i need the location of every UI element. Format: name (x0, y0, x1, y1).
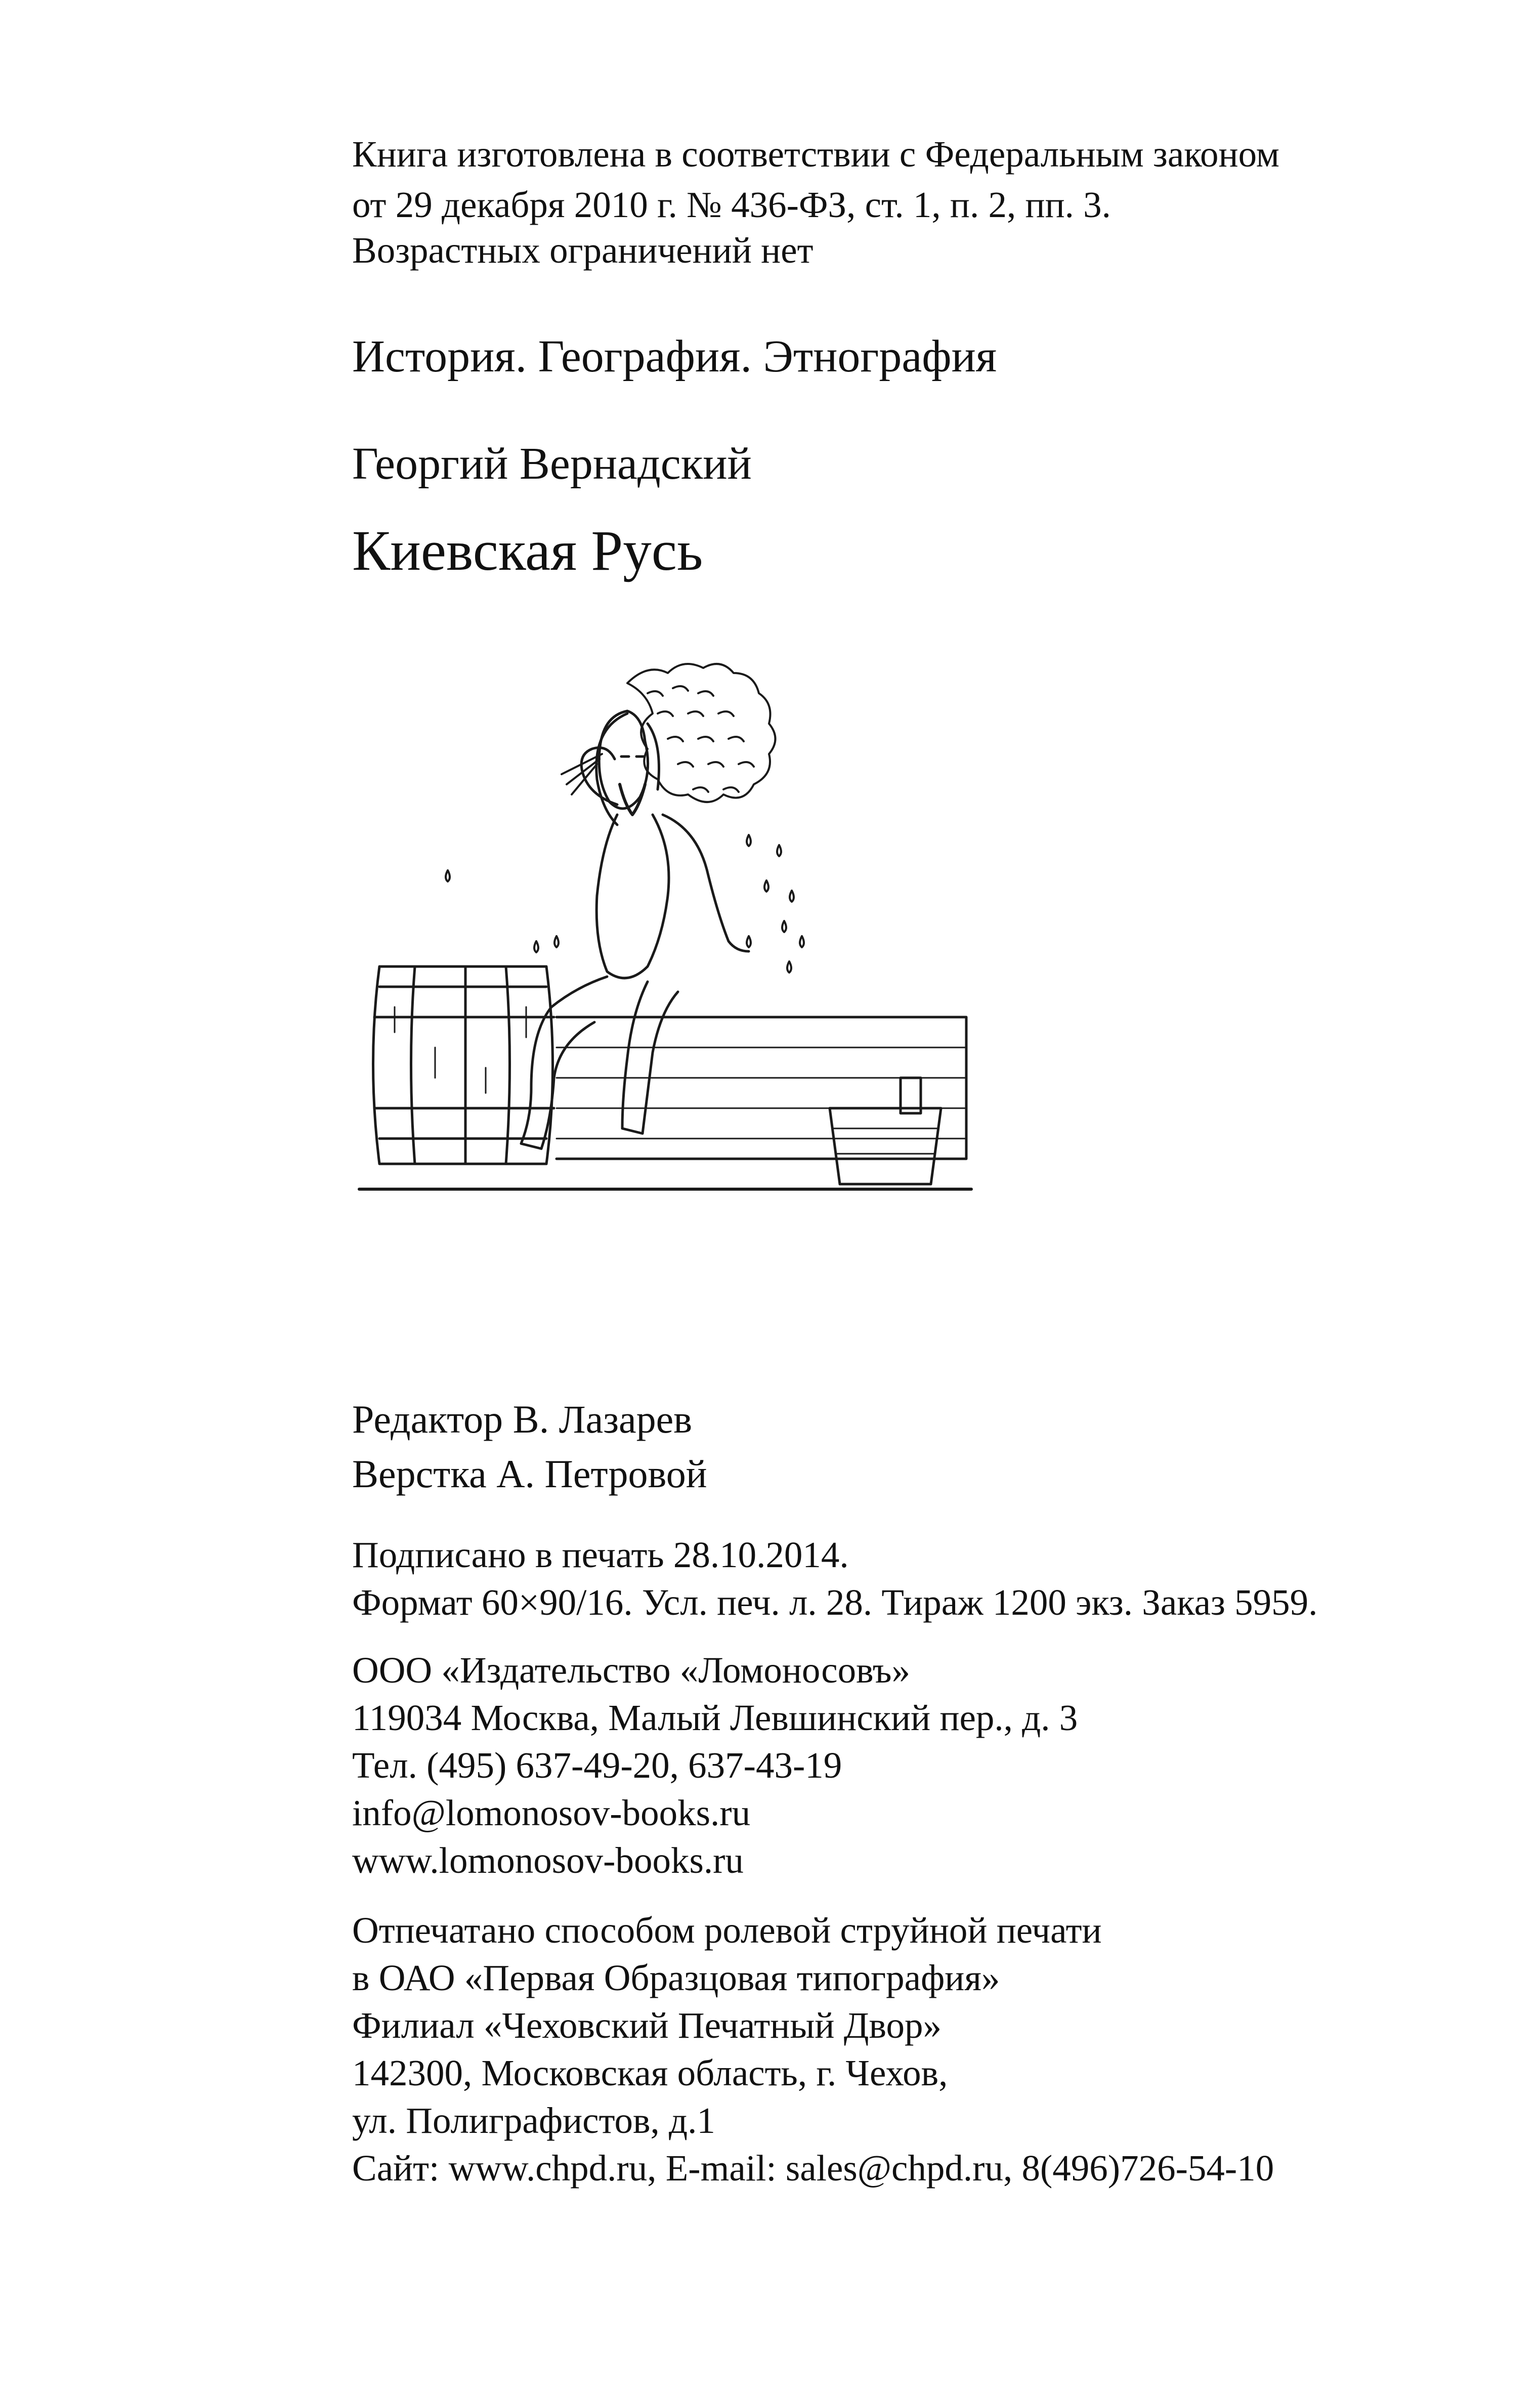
layout-credit: Верстка А. Петровой (352, 1452, 707, 1496)
printer-line-4: 142300, Московская область, г. Чехов, (352, 2052, 948, 2093)
publisher-phone: Тел. (495) 637-49-20, 637-43-19 (352, 1745, 842, 1786)
publisher-name: ООО «Издательство «Ломоносовъ» (352, 1650, 911, 1691)
printer-contacts: Сайт: www.chpd.ru, E-mail: sales@chpd.ru, 8(496)726-54-10 (352, 2148, 1274, 2189)
publisher-address: 119034 Москва, Малый Левшинский пер., д. 3 (352, 1697, 1078, 1738)
publisher-email: info@lomonosov-books.ru (352, 1792, 751, 1833)
torso-icon (596, 815, 669, 978)
bucket-icon (830, 1078, 941, 1184)
printer-line-3: Филиал «Чеховский Печатный Двор» (352, 2005, 942, 2046)
legal-notice-line-1: Книга изготовлена в соответствии с Федеральным законом (352, 134, 1279, 175)
printer-line-5: ул. Полиграфистов, д.1 (352, 2100, 715, 2141)
printer-line-1: Отпечатано способом ролевой струйной печати (352, 1910, 1102, 1951)
man-head-icon (596, 711, 659, 825)
right-leg-icon (622, 982, 678, 1133)
bathhouse-man-illustration-icon (344, 653, 976, 1235)
editor-credit: Редактор В. Лазарев (352, 1397, 693, 1441)
water-drops-icon (446, 835, 804, 973)
left-leg-icon (521, 977, 607, 1149)
print-signed-date: Подписано в печать 28.10.2014. (352, 1534, 849, 1575)
author-name: Георгий Вернадский (352, 439, 752, 489)
age-restriction-notice: Возрастных ограничений нет (352, 230, 814, 271)
barrel-icon (373, 967, 554, 1164)
book-title: Киевская Русь (352, 519, 703, 582)
broom-icon (562, 664, 776, 802)
publisher-website: www.lomonosov-books.ru (352, 1840, 744, 1881)
series-label: История. География. Этнография (352, 331, 997, 382)
printer-line-2: в ОАО «Первая Образцовая типография» (352, 1957, 1000, 1998)
bench-icon (557, 1017, 966, 1159)
legal-notice-line-2: от 29 декабря 2010 г. № 436-ФЗ, ст. 1, п. 2, пп. 3. (352, 184, 1111, 225)
print-format: Формат 60×90/16. Усл. печ. л. 28. Тираж 1200 экз. Заказ 5959. (352, 1582, 1318, 1623)
resting-arm-icon (663, 815, 749, 951)
